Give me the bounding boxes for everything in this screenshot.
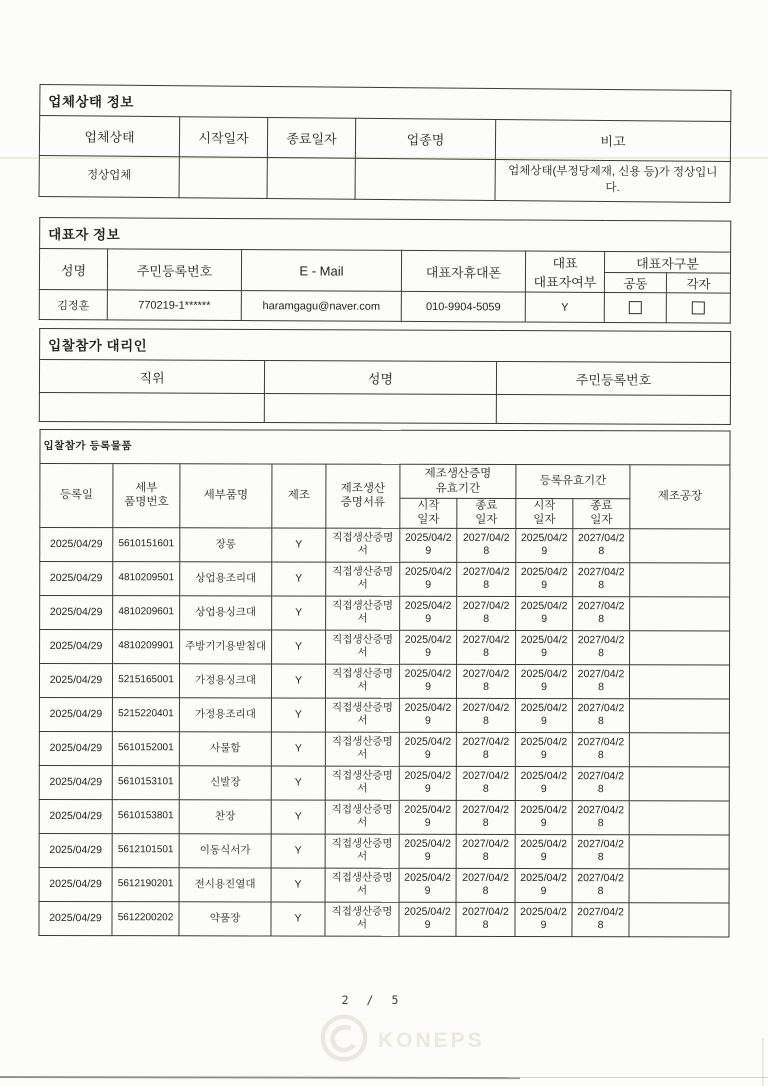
manufacture-cell: Y (271, 732, 325, 766)
factory-cell (629, 902, 729, 936)
cert-end-cell: 2027/04/28 (456, 834, 515, 868)
reg-date-cell: 2025/04/29 (40, 527, 113, 561)
header-cert-end: 종료 일자 (457, 498, 516, 528)
header-resident-id: 주민등록번호 (107, 249, 241, 291)
cert-doc-cell: 직접생산증명서 (326, 630, 400, 664)
reg-end-cell: 2027/04/28 (572, 664, 629, 698)
reg-date-cell: 2025/04/29 (39, 901, 112, 935)
reg-end-cell: 2027/04/28 (572, 766, 629, 800)
name-value: 김정훈 (39, 290, 107, 320)
scan-artifact-line-right (762, 1038, 764, 1086)
factory-cell (629, 732, 729, 766)
cert-start-cell: 2025/04/29 (399, 868, 456, 902)
company-status-header-row (39, 116, 730, 162)
reg-date-cell: 2025/04/29 (39, 799, 112, 833)
header-item-code: 세부 품명번호 (113, 464, 180, 528)
end-date-value (267, 157, 355, 199)
header-note: 비고 (495, 119, 730, 161)
business-type-value (355, 158, 495, 200)
item-name-cell: 사물함 (179, 732, 271, 766)
page-separator: / (366, 993, 374, 1007)
cert-doc-cell: 직접생산증명서 (325, 868, 399, 902)
reg-date-cell: 2025/04/29 (39, 663, 112, 697)
item-name-cell: 신발장 (179, 766, 271, 800)
manufacture-cell: Y (272, 630, 326, 664)
page-total: 5 (391, 993, 399, 1007)
manufacture-cell: Y (271, 868, 325, 902)
scan-artifact-line-bottom-faint (0, 1077, 768, 1078)
cert-end-cell: 2027/04/28 (456, 902, 515, 936)
separate-checkbox (692, 301, 705, 314)
header-reg-period: 등록유효기간 (516, 464, 630, 498)
manufacture-cell: Y (271, 664, 325, 698)
page-number: 2 (341, 993, 349, 1007)
resident-id-value: 770219-1****** (107, 290, 241, 321)
header-is-main-representative: 대표 대표자여부 (525, 251, 604, 292)
cert-doc-cell: 직접생산증명서 (325, 834, 399, 868)
reg-start-cell: 2025/04/29 (515, 834, 572, 868)
agent-name-value (264, 393, 496, 423)
reg-end-cell: 2027/04/28 (573, 630, 630, 664)
reg-start-cell: 2025/04/29 (515, 766, 572, 800)
item-code-cell: 5612101501 (112, 833, 179, 867)
manufacture-cell: Y (272, 596, 326, 630)
header-mobile: 대표자휴대폰 (401, 250, 525, 292)
manufacture-cell: Y (272, 528, 326, 562)
reg-start-cell: 2025/04/29 (516, 596, 573, 630)
reg-start-cell: 2025/04/29 (515, 868, 572, 902)
cert-start-cell: 2025/04/29 (399, 698, 456, 732)
items-table-row (40, 595, 730, 630)
items-table-row (39, 867, 729, 902)
registered-items-table (38, 429, 730, 937)
cert-end-cell: 2027/04/28 (456, 800, 515, 834)
cert-start-cell: 2025/04/29 (399, 732, 456, 766)
reg-end-cell: 2027/04/28 (572, 698, 629, 732)
reg-start-cell: 2025/04/29 (515, 800, 572, 834)
header-end-date: 종료일자 (267, 117, 355, 158)
cert-end-cell: 2027/04/28 (456, 732, 515, 766)
koneps-logo-icon (318, 1012, 370, 1064)
start-date-value (179, 157, 267, 199)
factory-cell (630, 596, 730, 630)
item-code-cell: 4810209901 (113, 629, 180, 663)
reg-start-cell: 2025/04/29 (515, 698, 572, 732)
cert-start-cell: 2025/04/29 (399, 766, 456, 800)
is-main-value: Y (525, 292, 604, 322)
item-code-cell: 5610151601 (113, 527, 180, 561)
header-separate: 각자 (666, 273, 730, 293)
reg-end-cell: 2027/04/28 (573, 528, 630, 562)
factory-cell (629, 834, 729, 868)
item-code-cell: 5610152001 (112, 731, 179, 765)
item-name-cell: 전시용진열대 (179, 868, 271, 902)
separate-checkbox-cell (666, 293, 730, 323)
item-code-cell: 5610153801 (112, 799, 179, 833)
reg-date-cell: 2025/04/29 (40, 629, 113, 663)
manufacture-cell: Y (272, 562, 326, 596)
items-table-body (39, 527, 730, 936)
header-name: 성명 (39, 249, 107, 290)
header-reg-end: 종료 일자 (573, 499, 630, 529)
header-agent-name: 성명 (264, 360, 496, 394)
reg-start-cell: 2025/04/29 (516, 630, 573, 664)
cert-end-cell: 2027/04/28 (456, 698, 515, 732)
manufacture-cell: Y (271, 766, 325, 800)
reg-date-cell: 2025/04/29 (39, 867, 112, 901)
reg-start-cell: 2025/04/29 (516, 562, 573, 596)
reg-date-cell: 2025/04/29 (39, 731, 112, 765)
cert-start-cell: 2025/04/29 (399, 902, 456, 936)
item-name-cell: 이동식서가 (179, 834, 271, 868)
manufacture-cell: Y (271, 834, 325, 868)
header-joint: 공동 (604, 272, 666, 292)
page-footer (0, 993, 740, 1007)
items-table-row (39, 697, 729, 732)
reg-end-cell: 2027/04/28 (572, 800, 629, 834)
header-position: 직위 (39, 360, 264, 394)
header-item-name: 세부품명 (180, 464, 272, 528)
item-code-cell: 5610153101 (112, 765, 179, 799)
factory-cell (630, 630, 730, 664)
items-table-row (39, 731, 729, 766)
item-name-cell: 주방기기용받침대 (180, 630, 272, 664)
company-status-title: 업체상태 정보 (40, 85, 731, 122)
reg-end-cell: 2027/04/28 (572, 834, 629, 868)
items-table-row (39, 663, 729, 698)
reg-end-cell: 2027/04/28 (573, 596, 630, 630)
items-table-row (40, 561, 730, 596)
joint-checkbox-cell (604, 292, 666, 322)
agent-resident-id-value (496, 394, 730, 424)
item-code-cell: 5612200202 (112, 901, 179, 935)
email-value: haramgagu@naver.com (241, 291, 401, 322)
cert-end-cell: 2027/04/28 (456, 868, 515, 902)
bidding-agent-title: 입찰참가 대리인 (40, 329, 731, 363)
bidding-agent-table (39, 328, 731, 425)
item-name-cell: 장롱 (180, 528, 272, 562)
item-code-cell: 4810209601 (113, 595, 180, 629)
factory-cell (630, 528, 730, 562)
representative-title: 대표자 정보 (40, 218, 731, 253)
cert-start-cell: 2025/04/29 (400, 630, 457, 664)
header-agent-resident-id: 주민등록번호 (496, 361, 730, 395)
manufacture-cell: Y (271, 698, 325, 732)
items-table-row (39, 765, 729, 800)
reg-end-cell: 2027/04/28 (572, 868, 629, 902)
cert-end-cell: 2027/04/28 (457, 630, 516, 664)
koneps-watermark-text: KONEPS (378, 1029, 485, 1052)
representative-table (39, 217, 732, 324)
cert-start-cell: 2025/04/29 (399, 834, 456, 868)
reg-start-cell: 2025/04/29 (516, 528, 573, 562)
header-representative-division: 대표자구분 (604, 251, 730, 273)
reg-date-cell: 2025/04/29 (40, 595, 113, 629)
note-value: 업체상태(부정당제재, 신용 등)가 정상입니다. (495, 159, 730, 202)
cert-end-cell: 2027/04/28 (457, 596, 516, 630)
header-factory: 제조공장 (630, 465, 730, 529)
cert-start-cell: 2025/04/29 (399, 664, 456, 698)
cert-doc-cell: 직접생산증명서 (326, 596, 400, 630)
cert-doc-cell: 직접생산증명서 (325, 732, 399, 766)
factory-cell (629, 868, 729, 902)
header-reg-date: 등록일 (40, 464, 113, 528)
cert-start-cell: 2025/04/29 (399, 800, 456, 834)
header-cert-period: 제조생산증명 유효기간 (400, 464, 516, 498)
document-content (39, 84, 730, 936)
item-name-cell: 찬장 (179, 800, 271, 834)
reg-date-cell: 2025/04/29 (39, 697, 112, 731)
cert-end-cell: 2027/04/28 (456, 664, 515, 698)
items-table-row (39, 833, 729, 868)
cert-doc-cell: 직접생산증명서 (325, 766, 399, 800)
header-cert-start: 시작 일자 (400, 498, 457, 528)
factory-cell (630, 562, 730, 596)
cert-start-cell: 2025/04/29 (400, 596, 457, 630)
header-cert-doc: 제조생산 증명서류 (326, 464, 400, 528)
koneps-watermark (318, 1012, 485, 1064)
item-code-cell: 5215165001 (112, 663, 179, 697)
agent-header-row (39, 360, 730, 396)
item-name-cell: 상업용조리대 (180, 562, 272, 596)
item-name-cell: 약품장 (179, 902, 271, 936)
cert-start-cell: 2025/04/29 (400, 528, 457, 562)
cert-doc-cell: 직접생산증명서 (326, 562, 400, 596)
company-status-value: 정상업체 (39, 156, 179, 198)
items-table-row (40, 629, 730, 664)
representative-data-row (39, 290, 730, 324)
position-value (39, 393, 264, 423)
manufacture-cell: Y (271, 800, 325, 834)
registered-items-title: 입찰참가 등록물품 (40, 430, 730, 465)
header-email: E - Mail (241, 250, 401, 292)
cert-end-cell: 2027/04/28 (457, 528, 516, 562)
item-name-cell: 가정용조리대 (179, 698, 271, 732)
reg-date-cell: 2025/04/29 (39, 833, 112, 867)
item-code-cell: 5612190201 (112, 867, 179, 901)
items-table-row (40, 527, 730, 562)
reg-start-cell: 2025/04/29 (515, 732, 572, 766)
manufacture-cell: Y (271, 902, 325, 936)
cert-start-cell: 2025/04/29 (400, 562, 457, 596)
joint-checkbox (629, 301, 642, 314)
reg-date-cell: 2025/04/29 (39, 765, 112, 799)
reg-end-cell: 2027/04/28 (572, 902, 629, 936)
items-table-row (39, 901, 729, 936)
items-table-row (39, 799, 729, 834)
header-start-date: 시작일자 (179, 117, 267, 158)
reg-end-cell: 2027/04/28 (572, 732, 629, 766)
reg-start-cell: 2025/04/29 (515, 664, 572, 698)
agent-data-row (39, 393, 730, 425)
items-header-row (40, 464, 730, 499)
item-code-cell: 4810209501 (113, 561, 180, 595)
header-business-type: 업종명 (355, 118, 495, 159)
reg-end-cell: 2027/04/28 (573, 562, 630, 596)
cert-end-cell: 2027/04/28 (456, 766, 515, 800)
company-status-table (39, 84, 732, 203)
cert-doc-cell: 직접생산증명서 (325, 800, 399, 834)
item-name-cell: 가정용싱크대 (179, 664, 271, 698)
factory-cell (629, 766, 729, 800)
cert-end-cell: 2027/04/28 (457, 562, 516, 596)
factory-cell (629, 698, 729, 732)
cert-doc-cell: 직접생산증명서 (325, 698, 399, 732)
header-company-status: 업체상태 (39, 116, 179, 157)
cert-doc-cell: 직접생산증명서 (326, 528, 400, 562)
factory-cell (629, 800, 729, 834)
mobile-value: 010-9904-5059 (401, 291, 525, 322)
cert-doc-cell: 직접생산증명서 (325, 664, 399, 698)
header-manufacture: 제조 (272, 464, 326, 528)
header-reg-start: 시작 일자 (516, 498, 573, 528)
cert-doc-cell: 직접생산증명서 (325, 902, 399, 936)
factory-cell (629, 664, 729, 698)
item-name-cell: 상업용싱크대 (180, 596, 272, 630)
item-code-cell: 5215220401 (112, 697, 179, 731)
representative-header-row (39, 249, 730, 274)
company-status-data-row (39, 156, 730, 203)
reg-start-cell: 2025/04/29 (515, 902, 572, 936)
reg-date-cell: 2025/04/29 (40, 561, 113, 595)
